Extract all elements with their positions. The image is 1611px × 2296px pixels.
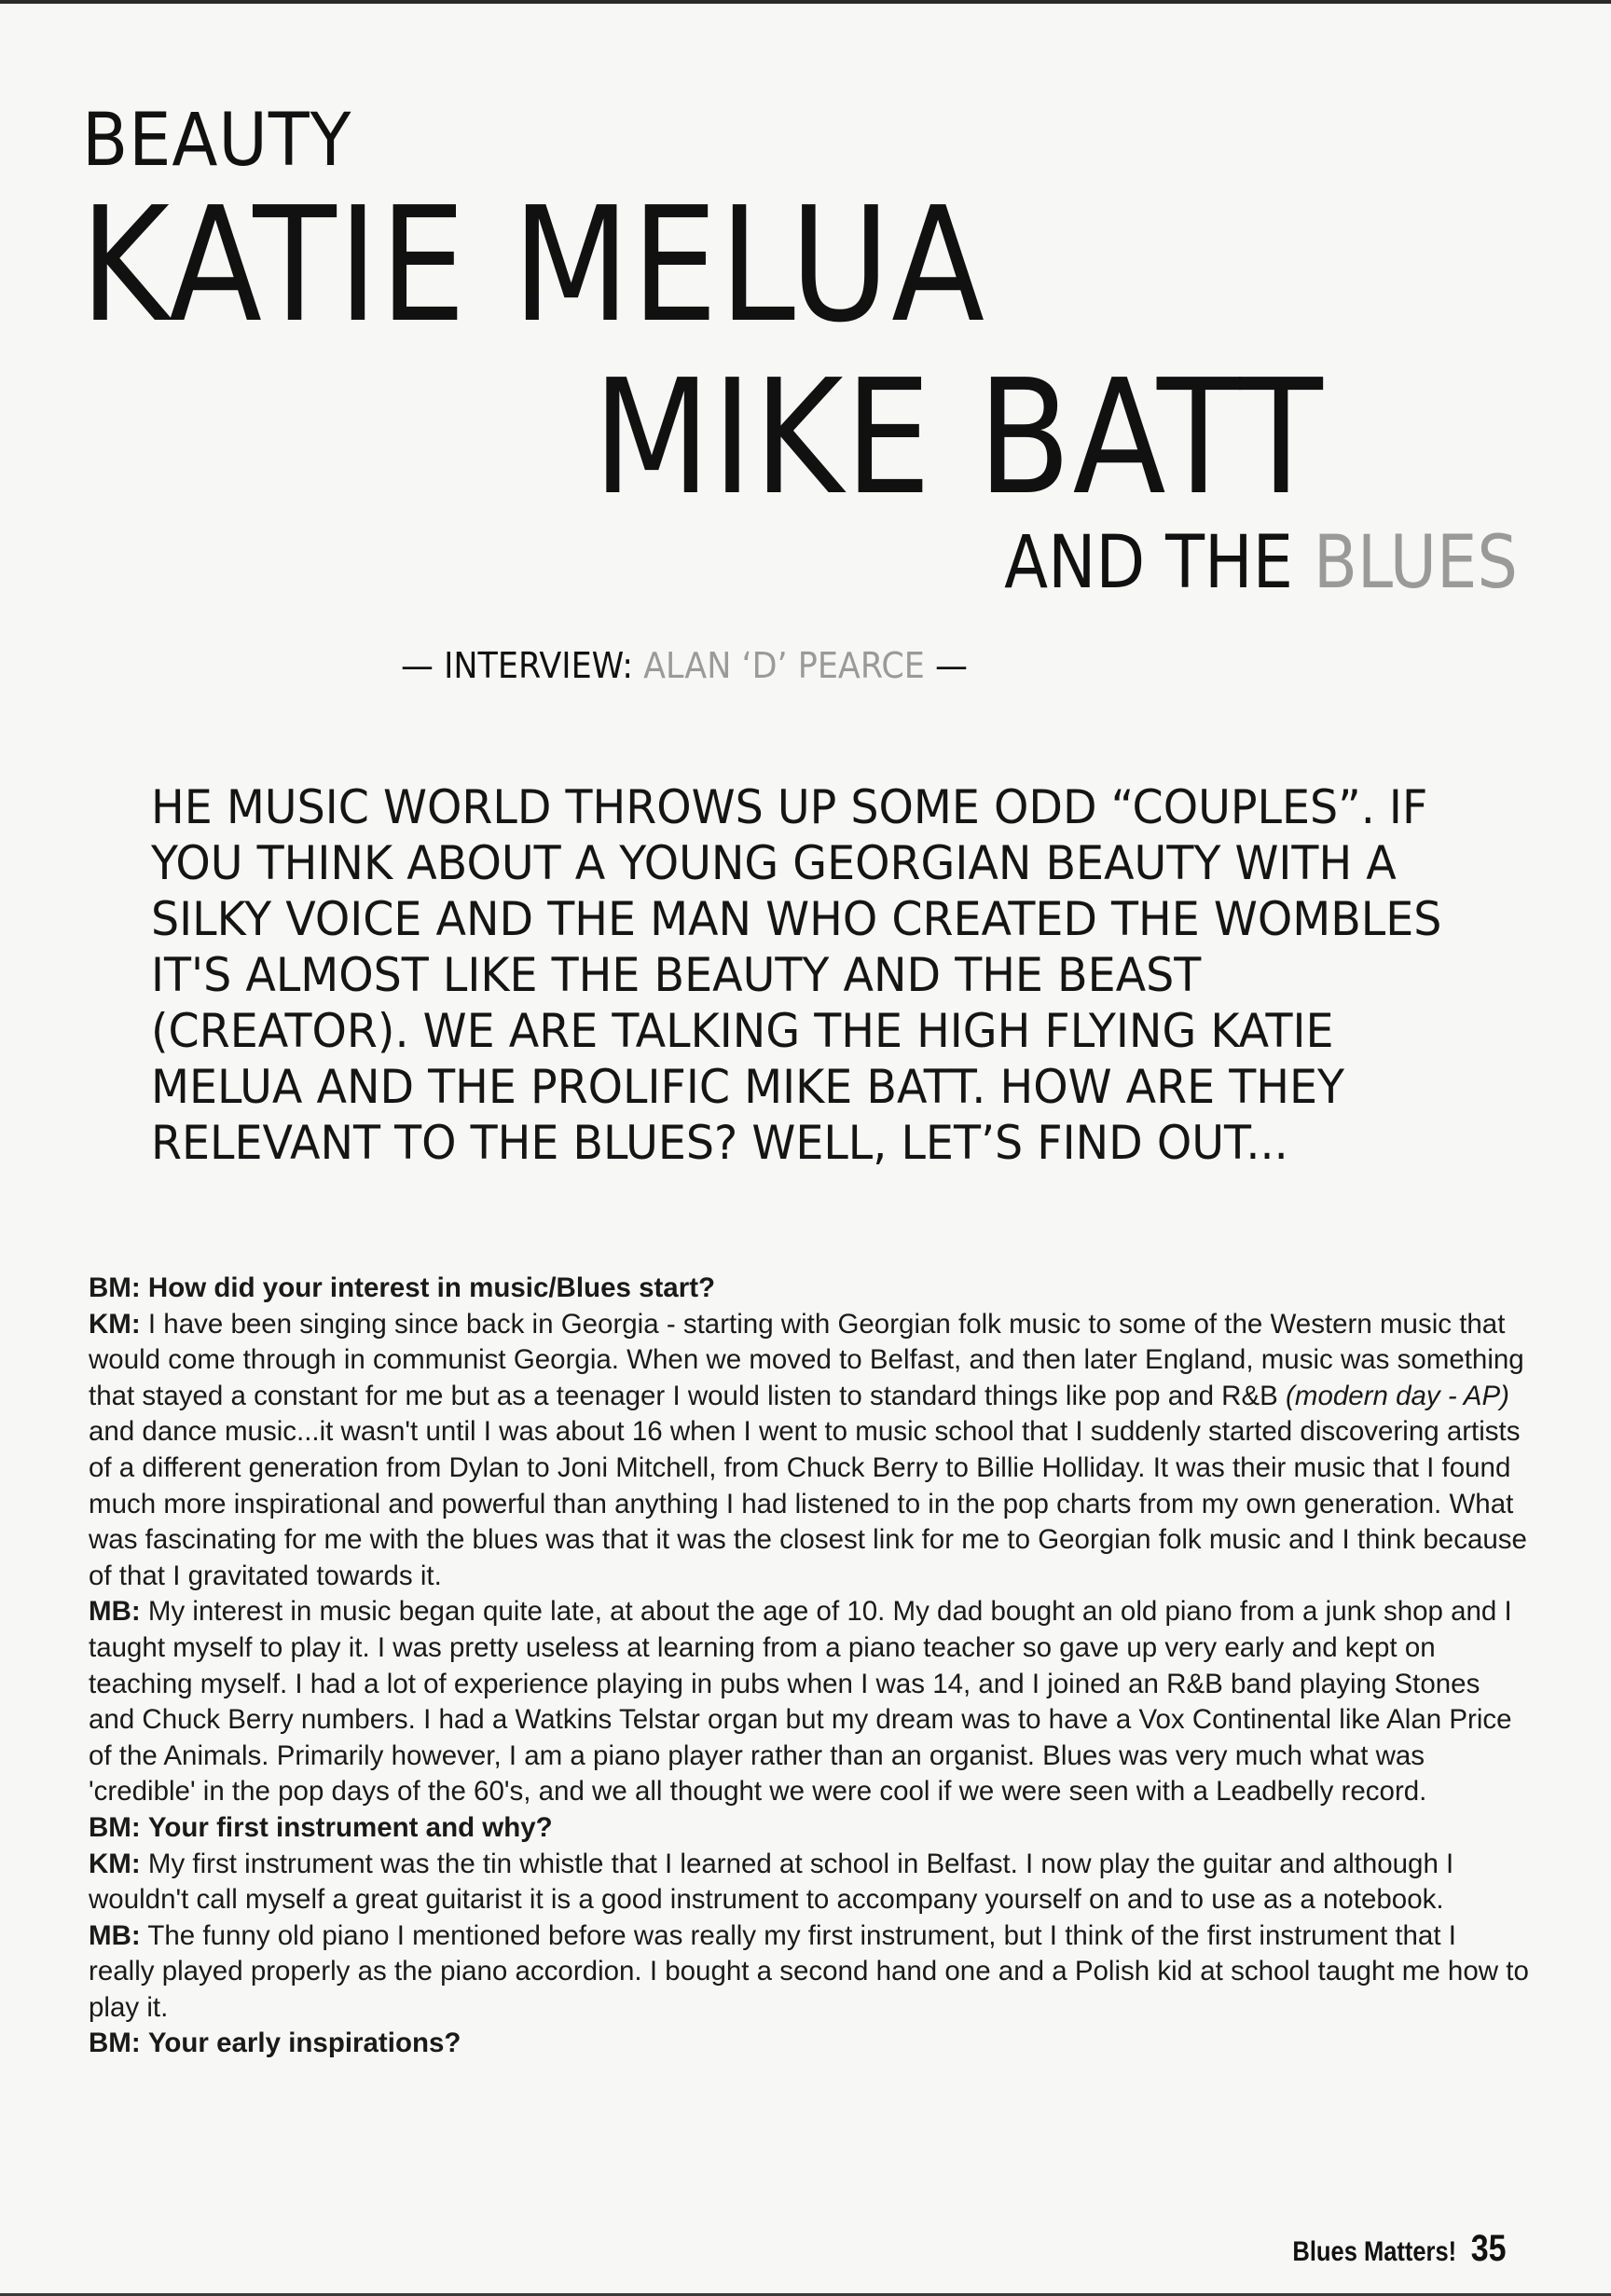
headline-and-the-blues <box>1004 521 1518 605</box>
speaker-label: MB: <box>89 1919 141 1951</box>
headline-name-katie-melua: KATIE MELUA <box>80 173 986 358</box>
interview-question <box>89 1810 1529 1847</box>
headline-kicker: BEAUTY <box>82 99 352 183</box>
editor-aside: (modern day - AP) <box>1286 1380 1509 1411</box>
question-text: Your first instrument and why? <box>147 1811 553 1843</box>
interview-answer <box>89 1594 1529 1810</box>
interview-question <box>89 1271 1529 1307</box>
answer-text-continued: and dance music...it wasn't until I was about 16 when I went to music school that I suddenly started discovering artists of a different generation from Dylan to Joni Mitchell, from Chuck Berry to Billie Holliday. It was their music that I found much more inspirational and powerful than anything I had listened to in the pop charts from my own generation. What was fascinating for me with the blues was that it was the closest link for me to Georgian folk music and I think because of that I gravitated towards it. <box>89 1416 1527 1591</box>
interview-answer <box>89 1847 1529 1918</box>
byline-label: INTERVIEW: <box>444 645 633 686</box>
question-text: How did your interest in music/Blues start? <box>147 1272 716 1303</box>
answer-text: My first instrument was the tin whistle that I learned at school in Belfast. I now play the guitar and although I wouldn't call myself a great guitarist it is a good instrument to accompany yourself on and to use as a notebook. <box>89 1848 1454 1916</box>
speaker-label: MB: <box>89 1596 141 1628</box>
top-rule <box>0 0 1611 4</box>
page-footer <box>1293 2228 1507 2270</box>
byline-author: ALAN ‘D’ PEARCE <box>643 645 925 686</box>
headline-and-the: AND THE <box>1004 521 1294 605</box>
answer-text: My interest in music began quite late, at about the age of 10. My dad bought an old piano from a junk shop and I taught myself to play it. I was pretty useless at learning from a piano teacher so gave up very early and kept on teaching myself. I had a lot of experience playing in pubs when I was 14, and I joined an R&B band playing Stones and Chuck Berry numbers. I had a Watkins Telstar organ but my dream was to have a Vox Continental like Alan Price of the Animals. Primarily however, I am a piano player rather than an organist. Blues was very much what was 'credible' in the pop days of the 60's, and we all thought we were cool if we were seen with a Leadbelly record. <box>89 1596 1512 1808</box>
answer-text: I have been singing since back in Georgia - starting with Georgian folk music to some of the Western music that would come through in communist Georgia. When we moved to Belfast, and then later England, music was something that stayed a constant for me but as a teenager I would listen to standard things like pop and R&B <box>89 1308 1524 1411</box>
page-number: 35 <box>1471 2228 1507 2269</box>
answer-text: The funny old piano I mentioned before was really my first instrument, but I think of the first instrument that I really played properly as the piano accordion. I bought a second hand one and a Polish kid at school taught me how to play it. <box>89 1919 1529 2023</box>
byline <box>401 645 968 686</box>
interview-answer <box>89 1307 1529 1595</box>
speaker-label: KM: <box>89 1308 141 1340</box>
interview-body <box>89 1271 1529 2062</box>
headline-name-mike-batt: MIKE BATT <box>593 346 1325 530</box>
speaker-label: KM: <box>89 1848 141 1879</box>
intro-paragraph: HE MUSIC WORLD THROWS UP SOME ODD “COUPLES”. IF YOU THINK ABOUT A YOUNG GEORGIAN BEAUTY WITH A SILKY VOICE AND THE MAN WHO CREATED THE WOMBLES IT'S ALMOST LIKE THE BEAUTY AND THE BEAST (CREATOR). WE ARE TALKING THE HIGH FLYING KATIE MELUA AND THE PROLIFIC MIKE BATT. HOW ARE THEY RELEVANT TO THE BLUES? WELL, LET’S FIND OUT... <box>151 780 1442 1170</box>
headline-blues: BLUES <box>1313 521 1518 605</box>
interview-question <box>89 2026 1529 2062</box>
magazine-name: Blues Matters! <box>1292 2236 1457 2267</box>
byline-dash-left: — <box>401 645 434 686</box>
interview-answer <box>89 1918 1529 2027</box>
speaker-label: BM: <box>89 1272 141 1303</box>
speaker-label: BM: <box>89 2028 141 2059</box>
speaker-label: BM: <box>89 1811 141 1843</box>
byline-dash-right: — <box>935 645 968 686</box>
question-text: Your early inspirations? <box>147 2028 461 2059</box>
